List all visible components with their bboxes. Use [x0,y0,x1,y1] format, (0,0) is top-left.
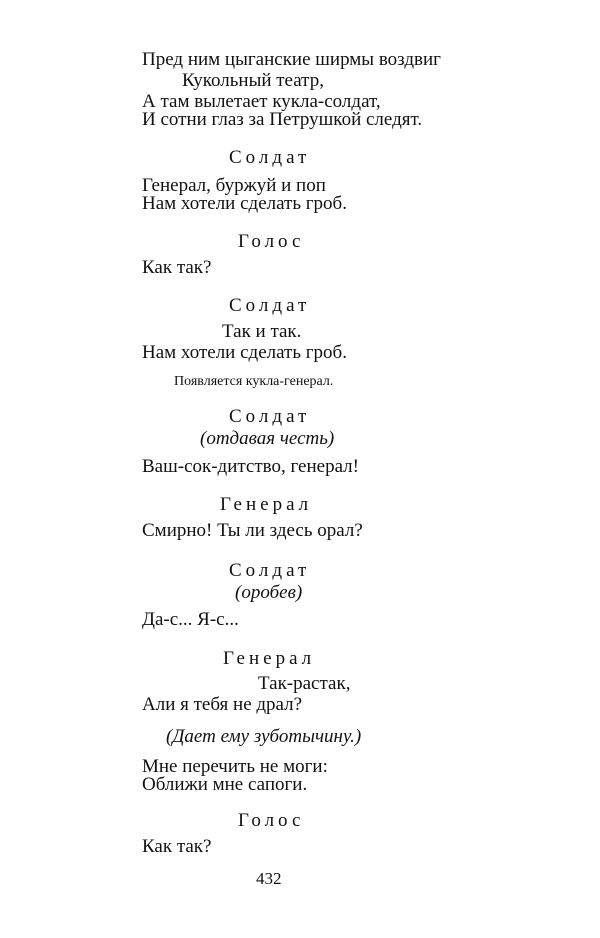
dialogue-line: Нам хотели сделать гроб. [142,193,347,214]
speaker-name: Солдат [229,147,311,168]
speaker-name: Генерал [220,494,313,515]
dialogue-line: Смирно! Ты ли здесь орал? [142,520,363,541]
page-number: 432 [256,869,282,888]
dialogue-line: Оближи мне сапоги. [142,774,308,795]
speaker-name: Голос [238,810,305,831]
dialogue-line: Так-растак, [258,673,351,694]
speaker-name: Солдат [229,406,311,427]
dialogue-line: Ваш-сок-дитство, генерал! [142,456,359,477]
dialogue-line: Да-с... Я-с... [142,609,239,630]
dialogue-line: Али я тебя не драл? [142,694,303,715]
verse-line: Пред ним цыганские ширмы воздвиг [142,49,441,70]
stage-direction: (оробев) [235,582,303,603]
speaker-name: Генерал [223,648,316,669]
dialogue-line: Мне перечить не моги: [142,756,328,777]
speaker-name: Голос [238,231,305,252]
stage-direction: (отдавая честь) [200,428,335,449]
stage-direction: (Дает ему зуботычину.) [166,726,362,747]
dialogue-line: Как так? [142,257,212,278]
speaker-name: Солдат [229,560,311,581]
dialogue-line: Генерал, буржуй и поп [142,175,326,196]
dialogue-line: Нам хотели сделать гроб. [142,342,347,363]
verse-line: И сотни глаз за Петрушкой следят. [142,109,423,130]
dialogue-line: Как так? [142,836,212,857]
verse-line: А там вылетает кукла-солдат, [142,91,381,112]
dialogue-line: Так и так. [222,321,302,342]
stage-direction: Появляется кукла-генерал. [174,374,334,389]
speaker-name: Солдат [229,295,311,316]
verse-line: Кукольный театр, [182,70,324,91]
